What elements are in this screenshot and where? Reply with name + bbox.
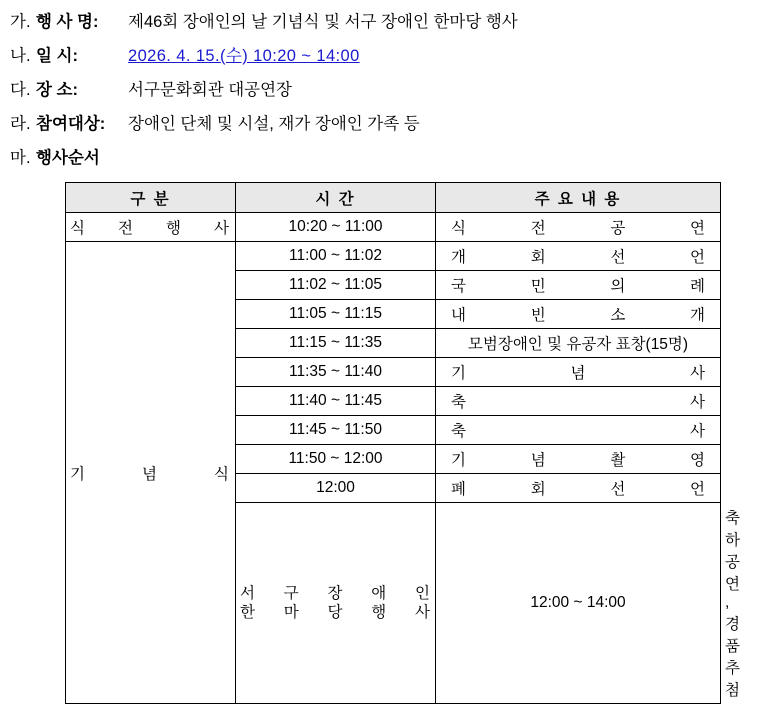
field-label-location <box>36 76 128 100</box>
cell-time: 11:05 ~ 11:15 <box>236 300 436 329</box>
field-label-datetime-text: 일 시: <box>36 47 78 65</box>
list-marker: 가. <box>10 13 31 31</box>
column-header-division: 구 분 <box>66 183 236 213</box>
cell-description <box>436 387 721 416</box>
schedule-table <box>65 182 740 704</box>
column-header-time: 시 간 <box>236 183 436 213</box>
cell-time: 11:02 ~ 11:05 <box>236 271 436 300</box>
cell-description-text: 내 빈 소 개 <box>451 307 705 324</box>
cell-description-text: 축 사 <box>451 394 705 411</box>
cell-time: 11:00 ~ 11:02 <box>236 242 436 271</box>
list-item-event-name <box>10 8 765 32</box>
field-label-event-name <box>36 8 128 32</box>
cell-division-text: 기 념 식 <box>70 465 231 483</box>
list-marker: 라. <box>10 115 31 133</box>
cell-description-text: 기 념 촬 영 <box>451 452 705 469</box>
cell-time: 12:00 <box>236 474 436 503</box>
cell-description <box>436 329 721 358</box>
field-label-location-text: 장 소: <box>36 81 78 99</box>
list-marker: 나. <box>10 47 31 65</box>
field-value-event-name: 제46회 장애인의 날 기념식 및 서구 장애인 한마당 행사 <box>128 13 518 31</box>
cell-time: 12:00 ~ 14:00 <box>436 503 721 704</box>
cell-description <box>436 474 721 503</box>
cell-division <box>66 213 236 242</box>
cell-division <box>236 503 436 704</box>
cell-time: 11:40 ~ 11:45 <box>236 387 436 416</box>
cell-description-text: 기 념 사 <box>451 365 705 382</box>
cell-description-text: 모범장애인 및 유공자 표창(15명) <box>467 336 689 353</box>
field-label-datetime <box>36 42 128 66</box>
column-header-description: 주 요 내 용 <box>436 183 721 213</box>
table-row: 서 구 장 애 인 한 마 당 행 사 12:00 ~ 14:00 축 하 공 연 , 경 품 추 첨 <box>66 503 721 704</box>
cell-time: 11:45 ~ 11:50 <box>236 416 436 445</box>
cell-division-text: 식 전 행 사 <box>70 220 231 237</box>
list-item-location <box>10 76 765 100</box>
cell-description <box>436 416 721 445</box>
cell-time: 10:20 ~ 11:00 <box>236 213 436 242</box>
table-header-row <box>66 183 721 213</box>
table-row <box>66 213 721 242</box>
cell-time: 11:15 ~ 11:35 <box>236 329 436 358</box>
cell-description <box>436 358 721 387</box>
list-marker: 다. <box>10 81 31 99</box>
field-label-program: 행사순서 <box>36 149 100 167</box>
cell-description <box>436 445 721 474</box>
cell-description-text: 축 사 <box>451 423 705 440</box>
table-row <box>66 242 721 271</box>
schedule-table-wrapper <box>65 182 765 704</box>
list-item-program <box>10 144 765 168</box>
cell-description <box>436 271 721 300</box>
cell-description-text: 국 민 의 례 <box>451 278 705 295</box>
cell-division-text-line1: 서 구 장 애 인 <box>240 584 431 602</box>
field-label-participants: 참여대상: <box>36 115 106 133</box>
cell-description <box>436 213 721 242</box>
cell-description-text: 개 회 선 언 <box>451 249 705 266</box>
schedule-table-head <box>66 183 721 213</box>
field-value-participants: 장애인 단체 및 시설, 재가 장애인 가족 등 <box>128 115 420 133</box>
list-marker: 마. <box>10 149 31 167</box>
cell-time: 11:35 ~ 11:40 <box>236 358 436 387</box>
cell-description-text: 폐 회 선 언 <box>451 481 705 498</box>
field-value-location: 서구문화회관 대공연장 <box>128 81 292 99</box>
list-item-participants <box>10 110 765 134</box>
cell-description <box>436 242 721 271</box>
cell-division-text-line2: 한 마 당 행 사 <box>240 604 431 621</box>
cell-description <box>436 300 721 329</box>
cell-description-text: 식 전 공 연 <box>451 220 705 237</box>
list-item-datetime <box>10 42 765 66</box>
field-label-event-name-text: 행 사 명: <box>36 13 99 31</box>
schedule-table-body <box>66 213 740 704</box>
cell-time: 11:50 ~ 12:00 <box>236 445 436 474</box>
cell-division <box>66 242 236 704</box>
field-value-datetime: 2026. 4. 15.(수) 10:20 ~ 14:00 <box>128 47 360 65</box>
